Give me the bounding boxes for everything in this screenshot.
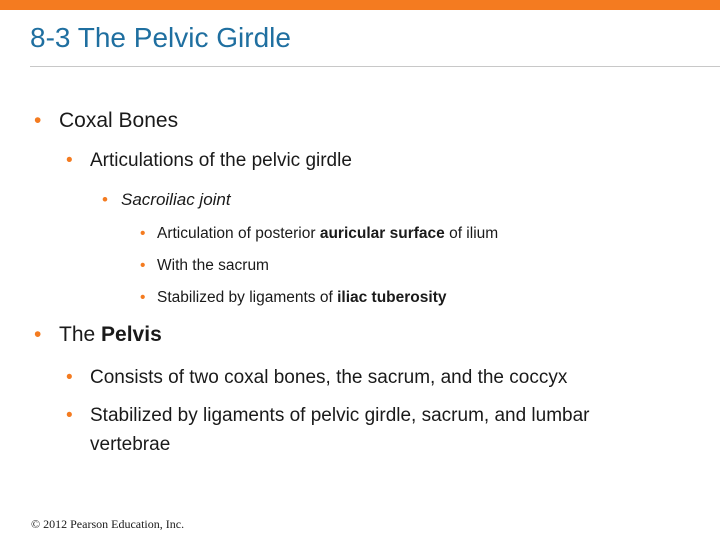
slide-title: 8-3 The Pelvic Girdle: [30, 22, 291, 53]
bullet-marker: •: [140, 257, 146, 274]
bullet-text: [157, 225, 498, 243]
bullet-text: Sacroiliac joint: [121, 190, 231, 209]
text-segment: Stabilized by ligaments of: [157, 289, 338, 306]
bullet-text: [59, 323, 162, 347]
text-segment: The: [59, 323, 102, 346]
text-segment: of ilium: [444, 225, 499, 242]
bullet-marker: •: [34, 323, 42, 346]
text-segment: Articulation of posterior: [157, 225, 320, 242]
bullet-text: [157, 289, 446, 307]
bullet-marker: •: [66, 367, 73, 388]
bold-term: iliac tuberosity: [337, 289, 447, 306]
bold-term: Pelvis: [101, 323, 162, 346]
copyright-footer: © 2012 Pearson Education, Inc.: [31, 517, 185, 531]
bold-term: auricular surface: [319, 225, 445, 242]
title-divider: [30, 66, 720, 67]
bullet-text: With the sacrum: [157, 257, 269, 274]
top-accent-bar: [0, 0, 720, 10]
bullet-text: Stabilized by ligaments of pelvic girdle, sacrum, and lumbar: [90, 405, 590, 426]
bullet-marker: •: [66, 405, 73, 426]
bullet-marker: •: [140, 289, 146, 306]
bullet-marker: •: [66, 150, 73, 171]
bullet-marker: •: [34, 109, 42, 132]
bullet-text: Articulations of the pelvic girdle: [90, 150, 352, 171]
bullet-text: Consists of two coxal bones, the sacrum, and the coccyx: [90, 367, 568, 388]
bullet-text-continuation: vertebrae: [90, 434, 171, 455]
bullet-marker: •: [140, 225, 146, 242]
bullet-marker: •: [102, 190, 108, 209]
bullet-text: Coxal Bones: [59, 109, 179, 132]
